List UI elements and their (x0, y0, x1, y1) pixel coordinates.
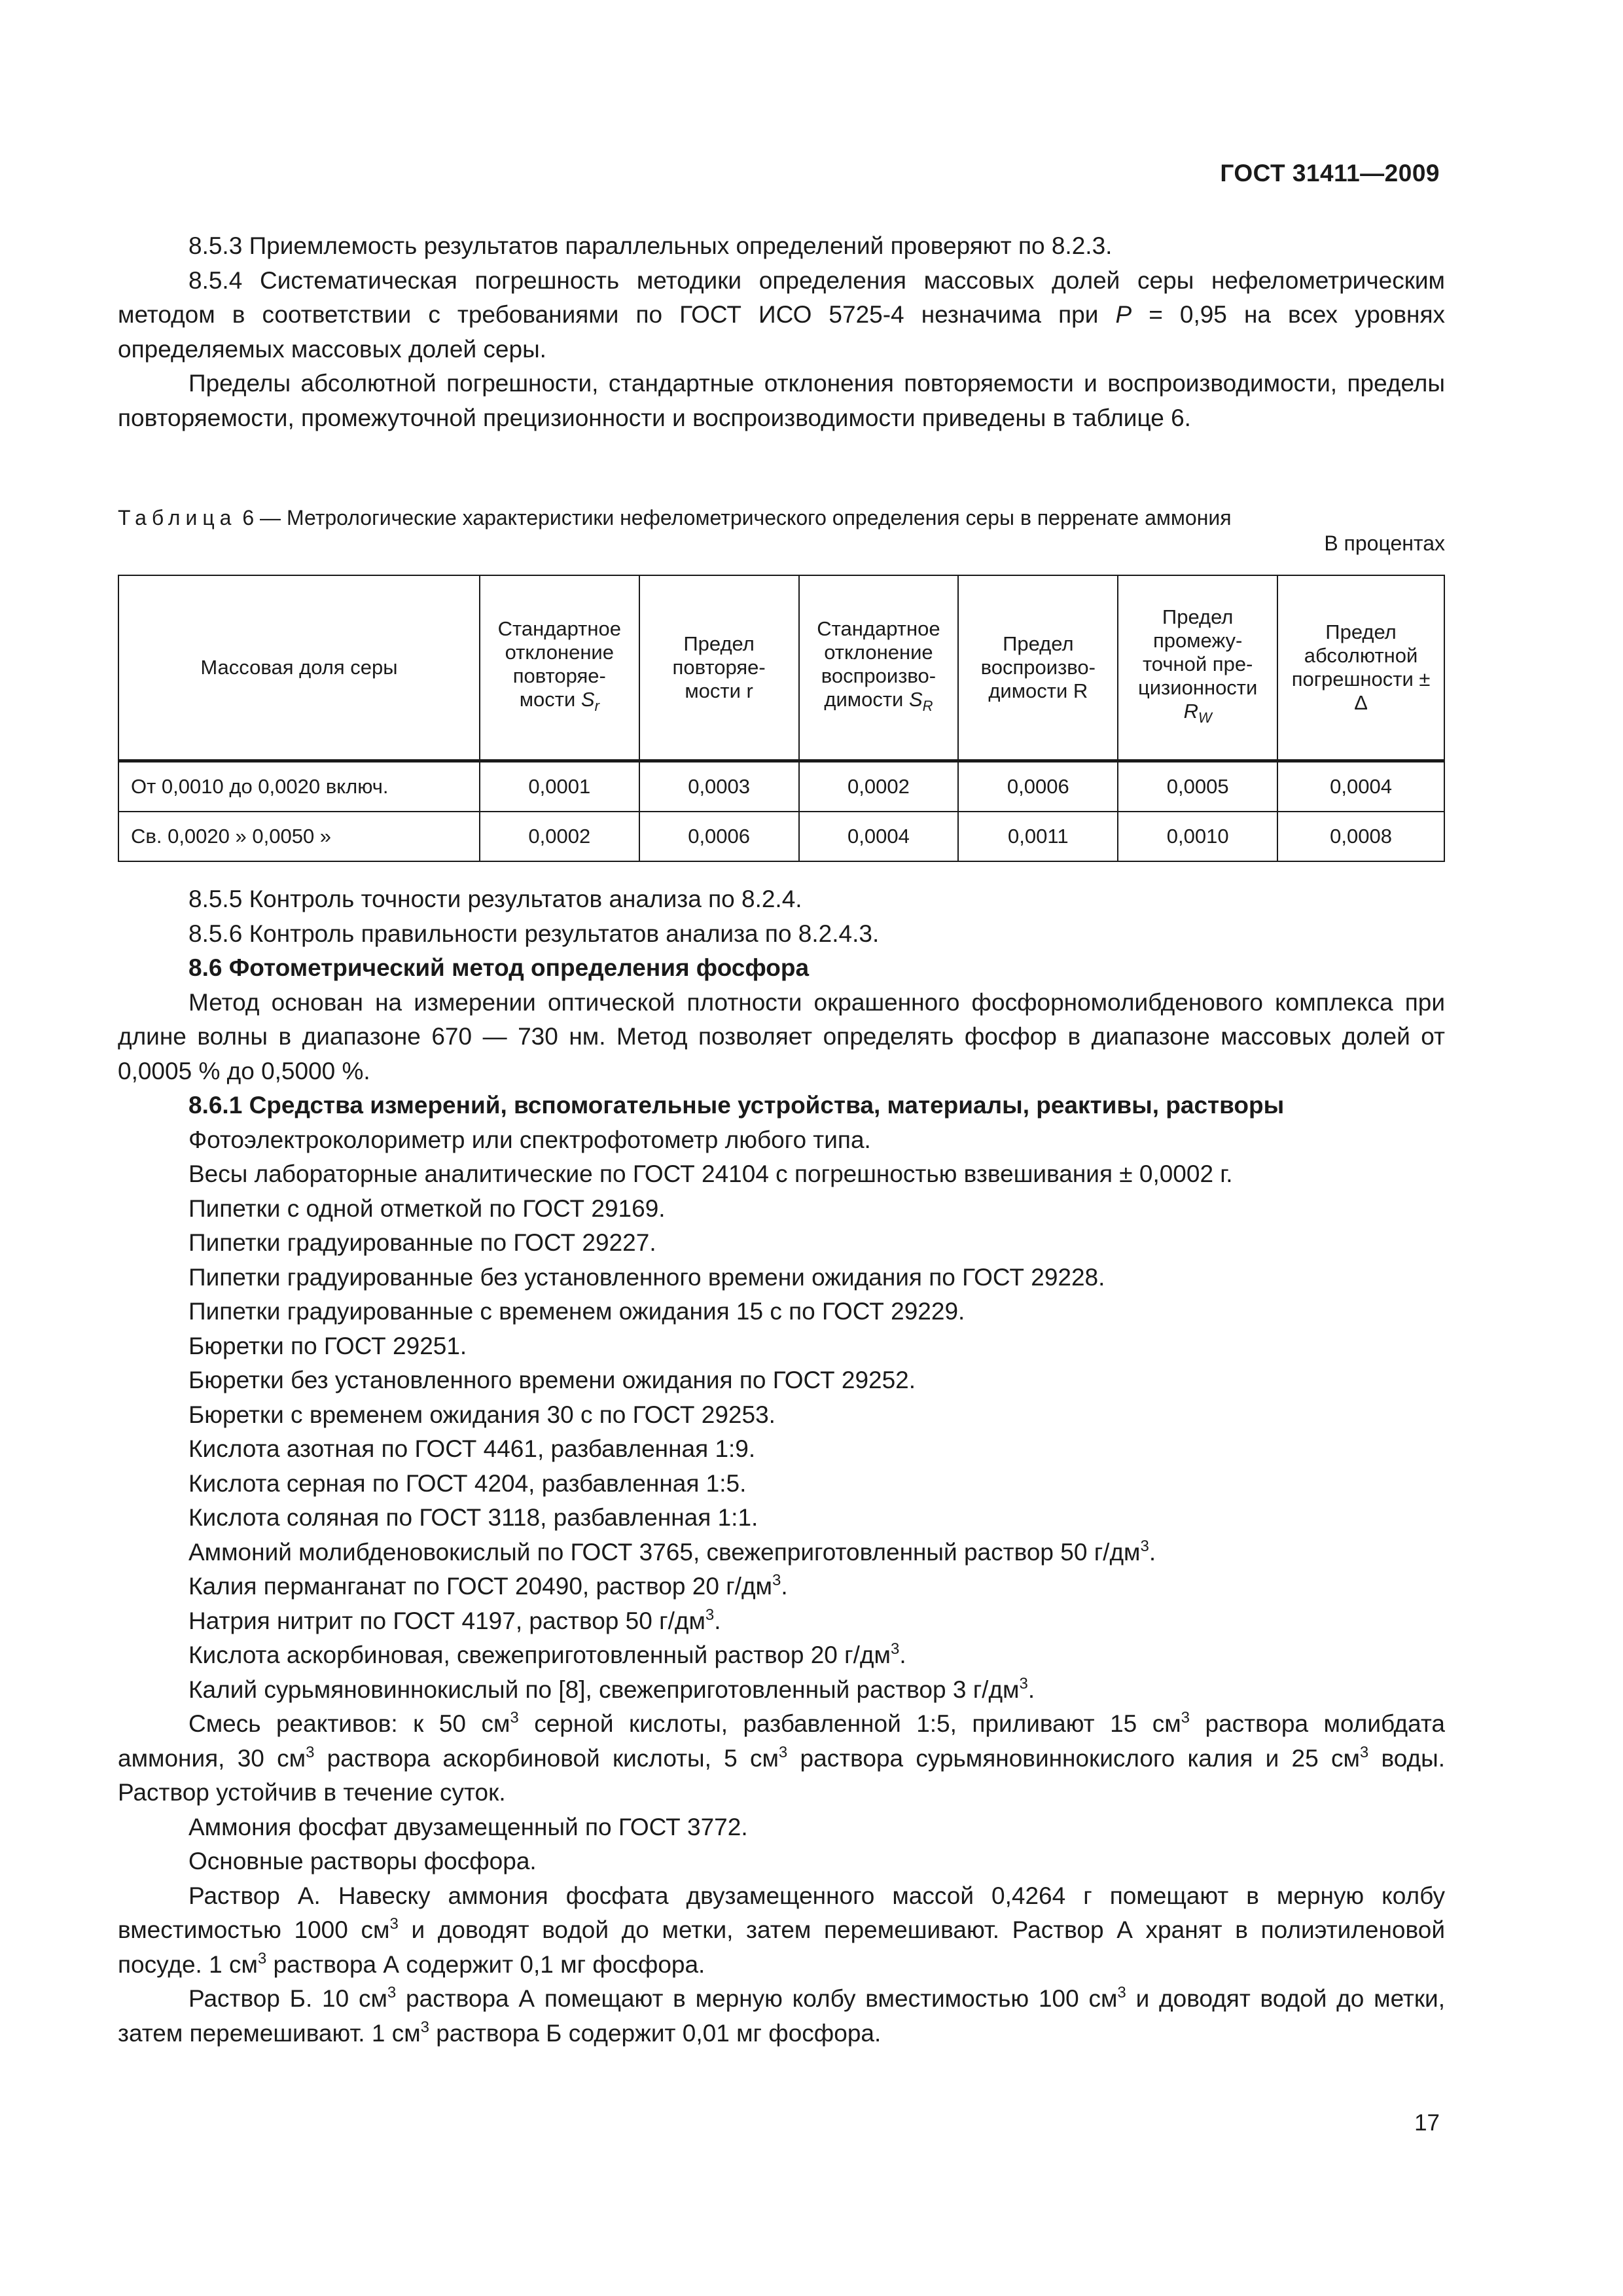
list-item: Кислота аскорбиновая, свежеприготовленный раствор 20 $г/дм^3$. (188, 1640, 906, 1668)
table-cell: Св. 0,0020 » 0,0050 » (118, 812, 480, 861)
table-cell: 0,0008 (1277, 812, 1444, 861)
list-item: Весы лабораторные аналитические по ГОСТ 24104 с погрешностью взвешивания ± 0,0002 г. (188, 1160, 1233, 1187)
list-item: Фотоэлектроколориметр или спектрофотометр любого типа. (188, 1126, 871, 1153)
list-item: Аммония фосфат двузамещенный по ГОСТ 3772. (188, 1813, 748, 1840)
table-caption-text: 6 — Метрологические характеристики нефелометрического определения серы в перренате аммония (242, 506, 1232, 529)
list-item: Бюретки с временем ожидания 30 с по ГОСТ 29253. (188, 1401, 776, 1428)
list-item: Натрия нитрит по ГОСТ 4197, раствор 50 $г/дм^3$. (188, 1605, 721, 1634)
list-item: Пипетки градуированные без установленного времени ожидания по ГОСТ 29228. (188, 1263, 1105, 1291)
table-row (118, 812, 1444, 861)
list-item: Основные растворы фосфора. (188, 1848, 537, 1874)
list-item: Кислота серная по ГОСТ 4204, разбавленная 1:5. (188, 1469, 747, 1497)
table-header-cell: Стандартное отклонение воспроизво-димости $S_R$ (799, 575, 959, 761)
list-item: Бюретки без установленного времени ожидания по ГОСТ 29252. (188, 1367, 916, 1393)
table-cell: 0,0001 (480, 761, 639, 812)
document-number: ГОСТ 31411—2009 (1220, 160, 1440, 187)
metrology-table (118, 575, 1445, 862)
paragraph-precision-limits: Пределы абсолютной погрешности, стандартные отклонения повторяемости и воспроизводимости, пределы повторяемости, промежуточной прецизионности и воспроизводимости приведены в таблице 6. (118, 370, 1445, 431)
paragraph-8-5-4: 8.5.4 Систематическая погрешность методики определения массовых долей серы нефелометрическим методом в соответствии с требованиями по ГОСТ ИСО 5725-4 незначима при P = 0,95 на всех уровнях определяемых массовых долей серы. (118, 266, 1445, 363)
table-cell: 0,0002 (480, 812, 639, 861)
table-caption-label: Таблица (118, 506, 237, 529)
table-cell: 0,0006 (639, 812, 799, 861)
table-cell: От 0,0010 до 0,0020 включ. (118, 761, 480, 812)
paragraph-8-5-5: 8.5.5 Контроль точности результатов анализа по 8.2.4. (188, 886, 802, 912)
paragraph-reagent-mix: Смесь реактивов: к 50 $см^3$ серной кислоты, разбавленной 1:5, приливают 15 $см^3$ раствора молибдата аммония, 30 $см^3$ раствора аскорбиновой кислоты, 5 $см^3$ раствора сурьмяновиннокислого калия и 25 $см^3$ воды. Раствор устойчив в течение суток. (118, 1709, 1445, 1806)
list-item: Кислота азотная по ГОСТ 4461, разбавленная 1:9. (188, 1435, 756, 1462)
paragraph-8-5-3: 8.5.3 Приемлемость результатов параллельных определений проверяют по 8.2.3. (188, 232, 1113, 259)
paragraph-8-5-6: 8.5.6 Контроль правильности результатов анализа по 8.2.4.3. (188, 920, 880, 947)
paragraph-solution-a: Раствор А. Навеску аммония фосфата двузамещенного массой 0,4264 г помещают в мерную колбу вместимостью 1000 $см^3$ и доводят водой до метки, затем перемешивают. Раствор А хранят в полиэтиленовой посуде. 1 $см^3$ раствора А содержит 0,1 мг фосфора. (118, 1882, 1445, 1978)
table-caption (118, 503, 1445, 533)
table-cell: 0,0011 (958, 812, 1118, 861)
table-cell: 0,0004 (1277, 761, 1444, 812)
table-header-cell: Предел абсолютной погрешности ± Δ (1277, 575, 1444, 761)
table-header-cell: Стандартное отклонение повторяе-мости $S_r$ (480, 575, 639, 761)
heading-8-6-1: 8.6.1 Средства измерений, вспомогательные устройства, материалы, реактивы, растворы (188, 1092, 1285, 1119)
paragraph-solution-b: Раствор Б. 10 $см^3$ раствора А помещают в мерную колбу вместимостью 100 $см^3$ и доводят водой до метки, затем перемешивают. 1 $см^3$ раствора Б содержит 0,01 мг фосфора. (118, 1984, 1445, 2047)
section-8-6-text (118, 882, 1445, 2051)
table-row (118, 761, 1444, 812)
list-item: Калия перманганат по ГОСТ 20490, раствор 20 $г/дм^3$. (188, 1571, 788, 1600)
list-item: Кислота соляная по ГОСТ 3118, разбавленная 1:1. (188, 1504, 758, 1531)
table-cell: 0,0003 (639, 761, 799, 812)
list-item: Пипетки градуированные по ГОСТ 29227. (188, 1229, 656, 1256)
table-cell: 0,0010 (1118, 812, 1277, 861)
table-cell: 0,0002 (799, 761, 959, 812)
table-header-cell: Предел воспроизво-димости R (958, 575, 1118, 761)
list-item: Калий сурьмяновиннокислый по [8], свежеприготовленный раствор 3 $г/дм^3$. (188, 1674, 1035, 1703)
table-header-cell: Массовая доля серы (118, 575, 480, 761)
paragraph-method: Метод основан на измерении оптической плотности окрашенного фосфорномолибденового комплекса при длине волны в диапазоне 670 — 730 нм. Метод позволяет определять фосфор в диапазоне массовых долей от 0,0005 % до 0,5000 %. (118, 988, 1445, 1085)
table-cell: 0,0006 (958, 761, 1118, 812)
list-item: Аммоний молибденовокислый по ГОСТ 3765, свежеприготовленный раствор 50 $г/дм^3$. (188, 1537, 1156, 1566)
table-cell: 0,0005 (1118, 761, 1277, 812)
table-units: В процентах (1324, 531, 1445, 555)
table-header-cell: Предел повторяе-мости r (639, 575, 799, 761)
table-cell: 0,0004 (799, 812, 959, 861)
list-item: Пипетки градуированные с временем ожидания 15 с по ГОСТ 29229. (188, 1298, 965, 1325)
heading-8-6: 8.6 Фотометрический метод определения фосфора (188, 954, 810, 981)
list-item: Пипетки с одной отметкой по ГОСТ 29169. (188, 1194, 666, 1222)
section-8-5-text (118, 229, 1445, 435)
page-number: 17 (1414, 2110, 1440, 2136)
list-item: Бюретки по ГОСТ 29251. (188, 1332, 467, 1359)
table-header-cell: Предел промежу-точной пре-цизионности $R_W$ (1118, 575, 1277, 761)
